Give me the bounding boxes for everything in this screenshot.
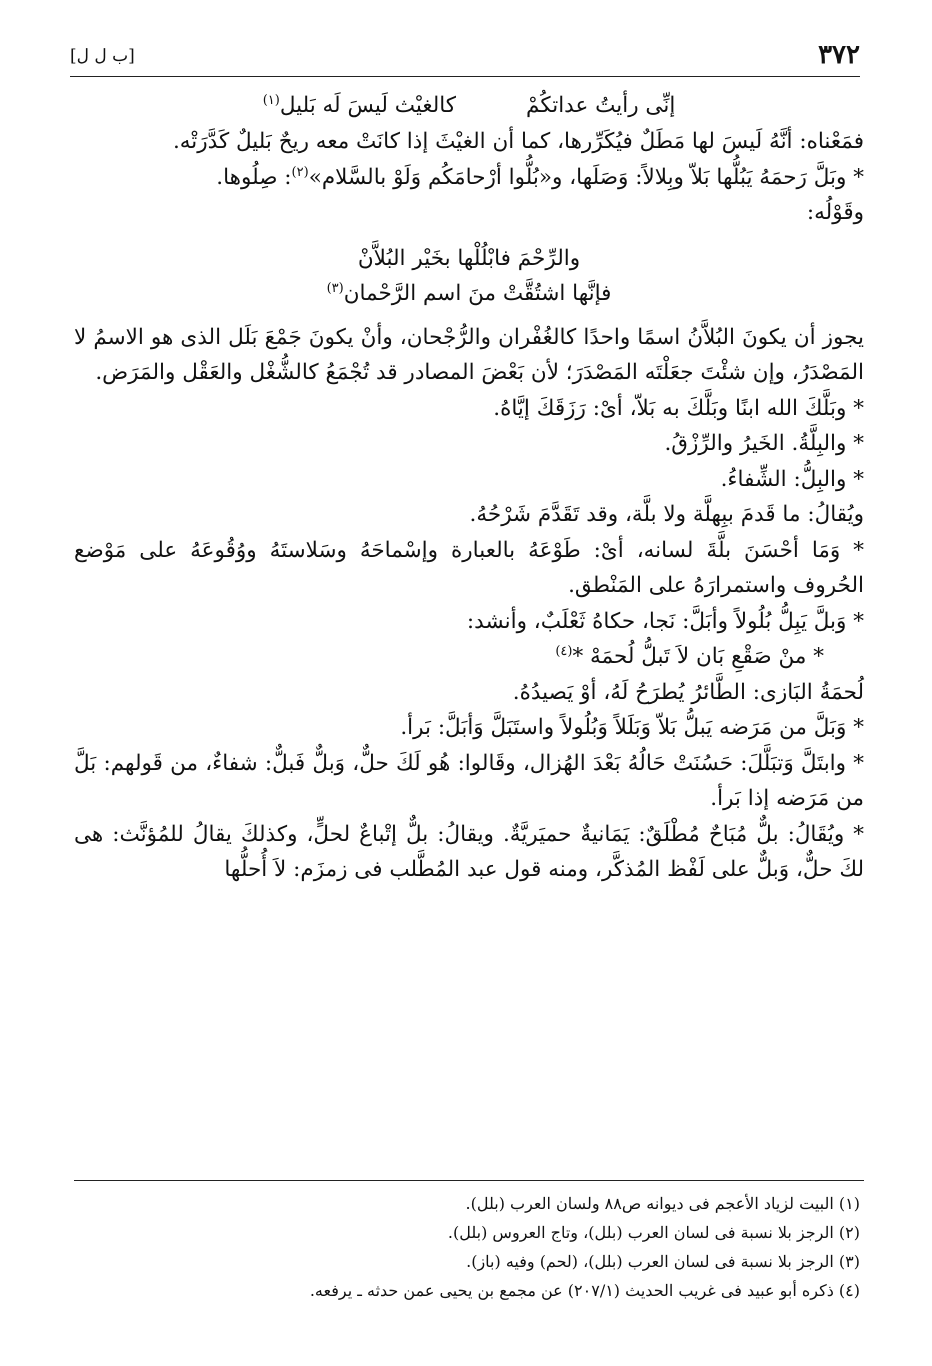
rajaz-line-text: * منْ صَقْعِ بَان لاَ تَبلُّ لُحمَهْ * [572, 644, 824, 669]
paragraph [74, 160, 864, 196]
paragraph-text: : صِلُوها. [216, 164, 292, 190]
paragraph: وقَوْلُه: [806, 200, 864, 225]
verse-line [74, 88, 864, 124]
rajaz-line [74, 639, 864, 675]
paragraph: * وَمَا أحْسَنَ بلَّةَ لسانه، أىْ: طَوْعَهُ بالعبارة وإسْماحَهُ وسَلاستَهُ ووُقُوعَهُ على مَوْضع الحُروف واستمرارَهُ على المَنْطق. [74, 537, 864, 598]
rajaz-line-text: فإنَّها اشتُقَّتْ منَ اسم الرَّحْمان [343, 281, 612, 306]
rajaz-verse [74, 241, 864, 312]
running-head: [ب ل ل] [70, 46, 135, 66]
main-text [74, 84, 864, 888]
footnote-ref: (٣) [326, 280, 344, 296]
paragraph: * ويُقَالُ: بلٌّ مُبَاحٌ مُطْلَقٌ: يَمَانيةٌ حميَريَّةٌ. ويقالُ: بلٌّ إتْباعٌ لحلٍّ، وكذلكَ يقالُ للمُؤنَّث: هى لكَ حلٌّ، وَبلٌّ على لَفْظ المُذكَّر، ومنه قول عبد المُطَّلب فى زمزَم: لاَ أُحلُّها [74, 821, 864, 882]
paragraph: ويُقالُ: ما قَدمَ ببِهلَّة ولا بلَّة، وقد تَقَدَّمَ شَرْحُهُ. [469, 502, 864, 527]
paragraph: يجوز أن يكونَ البُلاَّنُ اسمًا واحدًا كالغُفْران والرُّجْحان، وأنْ يكونَ جَمْعَ بَلَل الذى هو الاسمُ لا المَصْدَرُ، وإن شئْتَ جعَلْتَه المَصْدَرَ؛ لأن بَعْضَ المصادر قد تُجْمَعُ كالشُّغْل والعَقْل والمَرَض. [74, 324, 864, 385]
paragraph: فمَعْناه: أنَّهُ لَيسَ لها مَطَلٌ فيُكَرِّرها، كما أن الغيْثَ إذا كانَتْ معه ريحٌ بَليلٌ كَدَّرَتْه. [172, 129, 864, 154]
paragraph: لُحمَةُ البَازى: الطَّائرُ يُطرَحُ لَهُ، أوْ يَصيدُهُ. [512, 679, 864, 705]
rajaz-line [74, 276, 864, 312]
footnote-4: (٤) ذكره أبو عبيد فى غريب الحديث (٢٠٧/١) عن مجمع بن يحيى عمن حدثه ـ يرفعه. [309, 1281, 860, 1300]
verse-hemistich-left [263, 88, 456, 124]
paragraph-text: * وبَلَّ رَحمَهُ يَبُلُّها بَلاّ وبِلالاً: وَصَلَها، و«بُلُّوا أرْحامَكُم وَلَوْ بالسَّلام» [308, 164, 864, 190]
footnote-ref: (٢) [291, 164, 309, 180]
footnotes [74, 1180, 864, 1305]
footnote-ref: (٤) [555, 643, 573, 659]
paragraph: * وَبلَّ يَبِلُّ بُلُولاً وأبَلَّ: نَجا، حكاهُ ثَعْلَبٌ، وأنشد: [466, 608, 864, 634]
paragraph: * والبِلَّةُ. الخَيرُ والرِّزْقُ. [664, 431, 864, 456]
verse-hemistich-left-text: كالغيْث لَيسَ لَه بَليل [279, 93, 457, 118]
paragraph: * وَبَلَّ من مَرَضه يَبلُّ بَلاّ وَبَلَلاً وَبُلُولاً واستَبَلَّ وَأبَلَّ: بَرأ. [400, 715, 864, 740]
page-header [70, 40, 860, 77]
paragraph: * وبَلَّكَ الله ابنًا وبَلَّكَ به بَلاّ، أىْ: رَزَقَكَ إيَّاهُ. [493, 395, 864, 421]
rajaz-line: والرِّحْمَ فابْلُلْها بخَيْر البُلاَّنْ [357, 245, 581, 271]
footnote-2: (٢) الرجز بلا نسبة فى لسان العرب (بلل)، وتاج العروس (بلل). [447, 1223, 860, 1242]
footnote-3: (٣) الرجز بلا نسبة فى لسان العرب (بلل)، (لحم) وفيه (باز). [466, 1252, 860, 1271]
paragraph: * والبِلُّ: الشِّفاءُ. [720, 466, 864, 492]
verse-hemistich-right: إنِّى رأيتُ عداتكُمْ [526, 93, 676, 118]
paragraph: * وابتَلَّ وَتبَلَّلَ: حَسُنَتْ حَالُهُ بَعْدَ الهُزال، وقَالوا: هُو لَكَ حلٌّ، وَبلٌّ فَبلٌّ: شفاءٌ، من قَولهم: بَلَّ من مَرَضه إذا بَرأ. [74, 750, 864, 811]
footnote-ref: (١) [262, 92, 280, 108]
page-number: ٣٧٢ [818, 40, 860, 70]
footnote-1: (١) البيت لزياد الأعجم فى ديوانه ص٨٨ ولسان العرب (بلل). [465, 1194, 860, 1213]
